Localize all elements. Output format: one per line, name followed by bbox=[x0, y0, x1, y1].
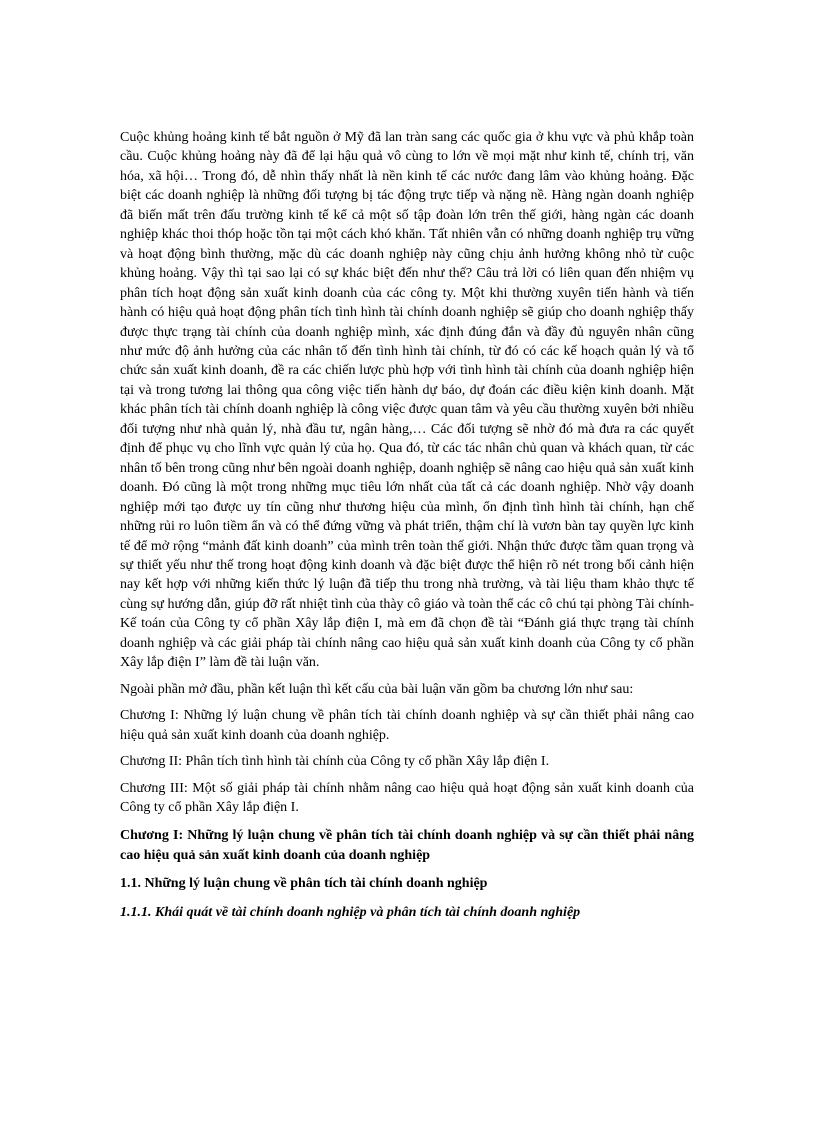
chapter-list-item: Chương I: Những lý luận chung về phân tích tài chính doanh nghiệp và sự cần thiết phải nâng cao hiệu quả sản xuất kinh doanh của doanh nghiệp. bbox=[120, 708, 694, 743]
document-page bbox=[120, 128, 694, 922]
chapter-heading: Chương I: Những lý luận chung về phân tích tài chính doanh nghiệp và sự cần thiết phải nâng cao hiệu quả sản xuất kinh doanh của doanh nghiệp bbox=[120, 828, 694, 863]
subsection-heading: 1.1.1. Khái quát về tài chính doanh nghiệp và phân tích tài chính doanh nghiệp bbox=[120, 904, 581, 920]
intro-paragraph: Cuộc khủng hoảng kinh tế bắt nguồn ở Mỹ đã lan tràn sang các quốc gia ở khu vực và phủ khắp toàn cầu. Cuộc khủng hoảng này đã để lại hậu quả vô cùng to lớn về mọi mặt như kinh tế, chính trị, văn hóa, xã hội… Trong đó, dễ nhìn thấy nhất là nền kinh tế các nước đang lâm vào khủng hoảng. Đặc biệt các doanh nghiệp là những đối tượng bị tác động trực tiếp và nặng nề. Hàng ngàn doanh nghiệp đã biến mất trên đấu trường kinh tế kể cả một số tập đoàn lớn trên thế giới, hàng ngàn các doanh nghiệp khác thoi thóp hoặc tồn tại một cách khó khăn. Tất nhiên vẫn có những doanh nghiệp trụ vững và hoạt động bình thường, mặc dù các doanh nghiệp này cũng chịu ảnh hưởng không nhỏ từ cuộc khủng hoảng. Vậy thì tại sao lại có sự khác biệt đến như thế? Câu trả lời có liên quan đến nhiệm vụ phân tích hoạt động sản xuất kinh doanh của các công ty. Một khi thường xuyên tiến hành và tiến hành có hiệu quả hoạt động phân tích tình hình tài chính doanh nghiệp sẽ giúp cho doanh nghiệp thấy được thực trạng tài chính của doanh nghiệp mình, xác định đúng đắn và đầy đủ nguyên nhân cũng như mức độ ảnh hưởng của các nhân tố đến tình hình tài chính, từ đó có các kế hoạch quản lý và tổ chức sản xuất kinh doanh, đề ra các chiến lược phù hợp với tình hình tài chính của doanh nghiệp hiện tại và trong tương lai thông qua công việc tiến hành dự báo, dự đoán các điều kiện kinh doanh. Mặt khác phân tích tài chính doanh nghiệp là công việc được quan tâm và yêu cầu thường xuyên bởi nhiều đối tượng như nhà quản lý, nhà đầu tư, ngân hàng,… Các đối tượng sẽ nhờ đó mà đưa ra các quyết định để phục vụ cho lĩnh vực quản lý của họ. Qua đó, từ các tác nhân chủ quan và khách quan, từ các nhân tố bên trong cũng như bên ngoài doanh nghiệp, doanh nghiệp sẽ nâng cao hiệu quả sản xuất kinh doanh. Đó cũng là một trong những mục tiêu lớn nhất của tất cả các doanh nghiệp. Nhờ vậy doanh nghiệp mới tạo được uy tín cũng như thương hiệu của mình, ổn định tình hình tài chính, hạn chế những rủi ro luôn tiềm ẩn và có thể đứng vững và phát triển, thậm chí là vươn bàn tay quyền lực kinh tế để mở rộng “mảnh đất kinh doanh” của mình trên toàn thế giới. Nhận thức được tầm quan trọng và sự thiết yếu như thế trong hoạt động kinh doanh và đặc biệt được thể hiện rõ nét trong bối cảnh hiện nay kết hợp với những kiến thức lý luận đã tiếp thu trong nhà trường, và tài liệu tham khảo thực tế cùng sự hướng dẫn, giúp đỡ rất nhiệt tình của thày cô giáo và toàn thể các cô chú tại phòng Tài chính- Kế toán của Công ty cổ phần Xây lắp điện I, mà em đã chọn đề tài “Đánh giá thực trạng tài chính doanh nghiệp và các giải pháp tài chính nâng cao hiệu quả sản xuất kinh doanh của Công ty cổ phần Xây lắp điện I” làm đề tài luận văn. bbox=[120, 130, 694, 671]
structure-intro-paragraph: Ngoài phần mở đầu, phần kết luận thì kết cấu của bài luận văn gồm ba chương lớn như sau: bbox=[120, 681, 634, 697]
chapter-list-item: Chương III: Một số giải pháp tài chính nhằm nâng cao hiệu quả hoạt động sản xuất kinh doanh của Công ty cổ phần Xây lắp điện I. bbox=[120, 780, 694, 815]
chapter-list-item: Chương II: Phân tích tình hình tài chính của Công ty cổ phần Xây lắp điện I. bbox=[120, 754, 550, 770]
section-heading: 1.1. Những lý luận chung về phân tích tài chính doanh nghiệp bbox=[120, 876, 488, 892]
